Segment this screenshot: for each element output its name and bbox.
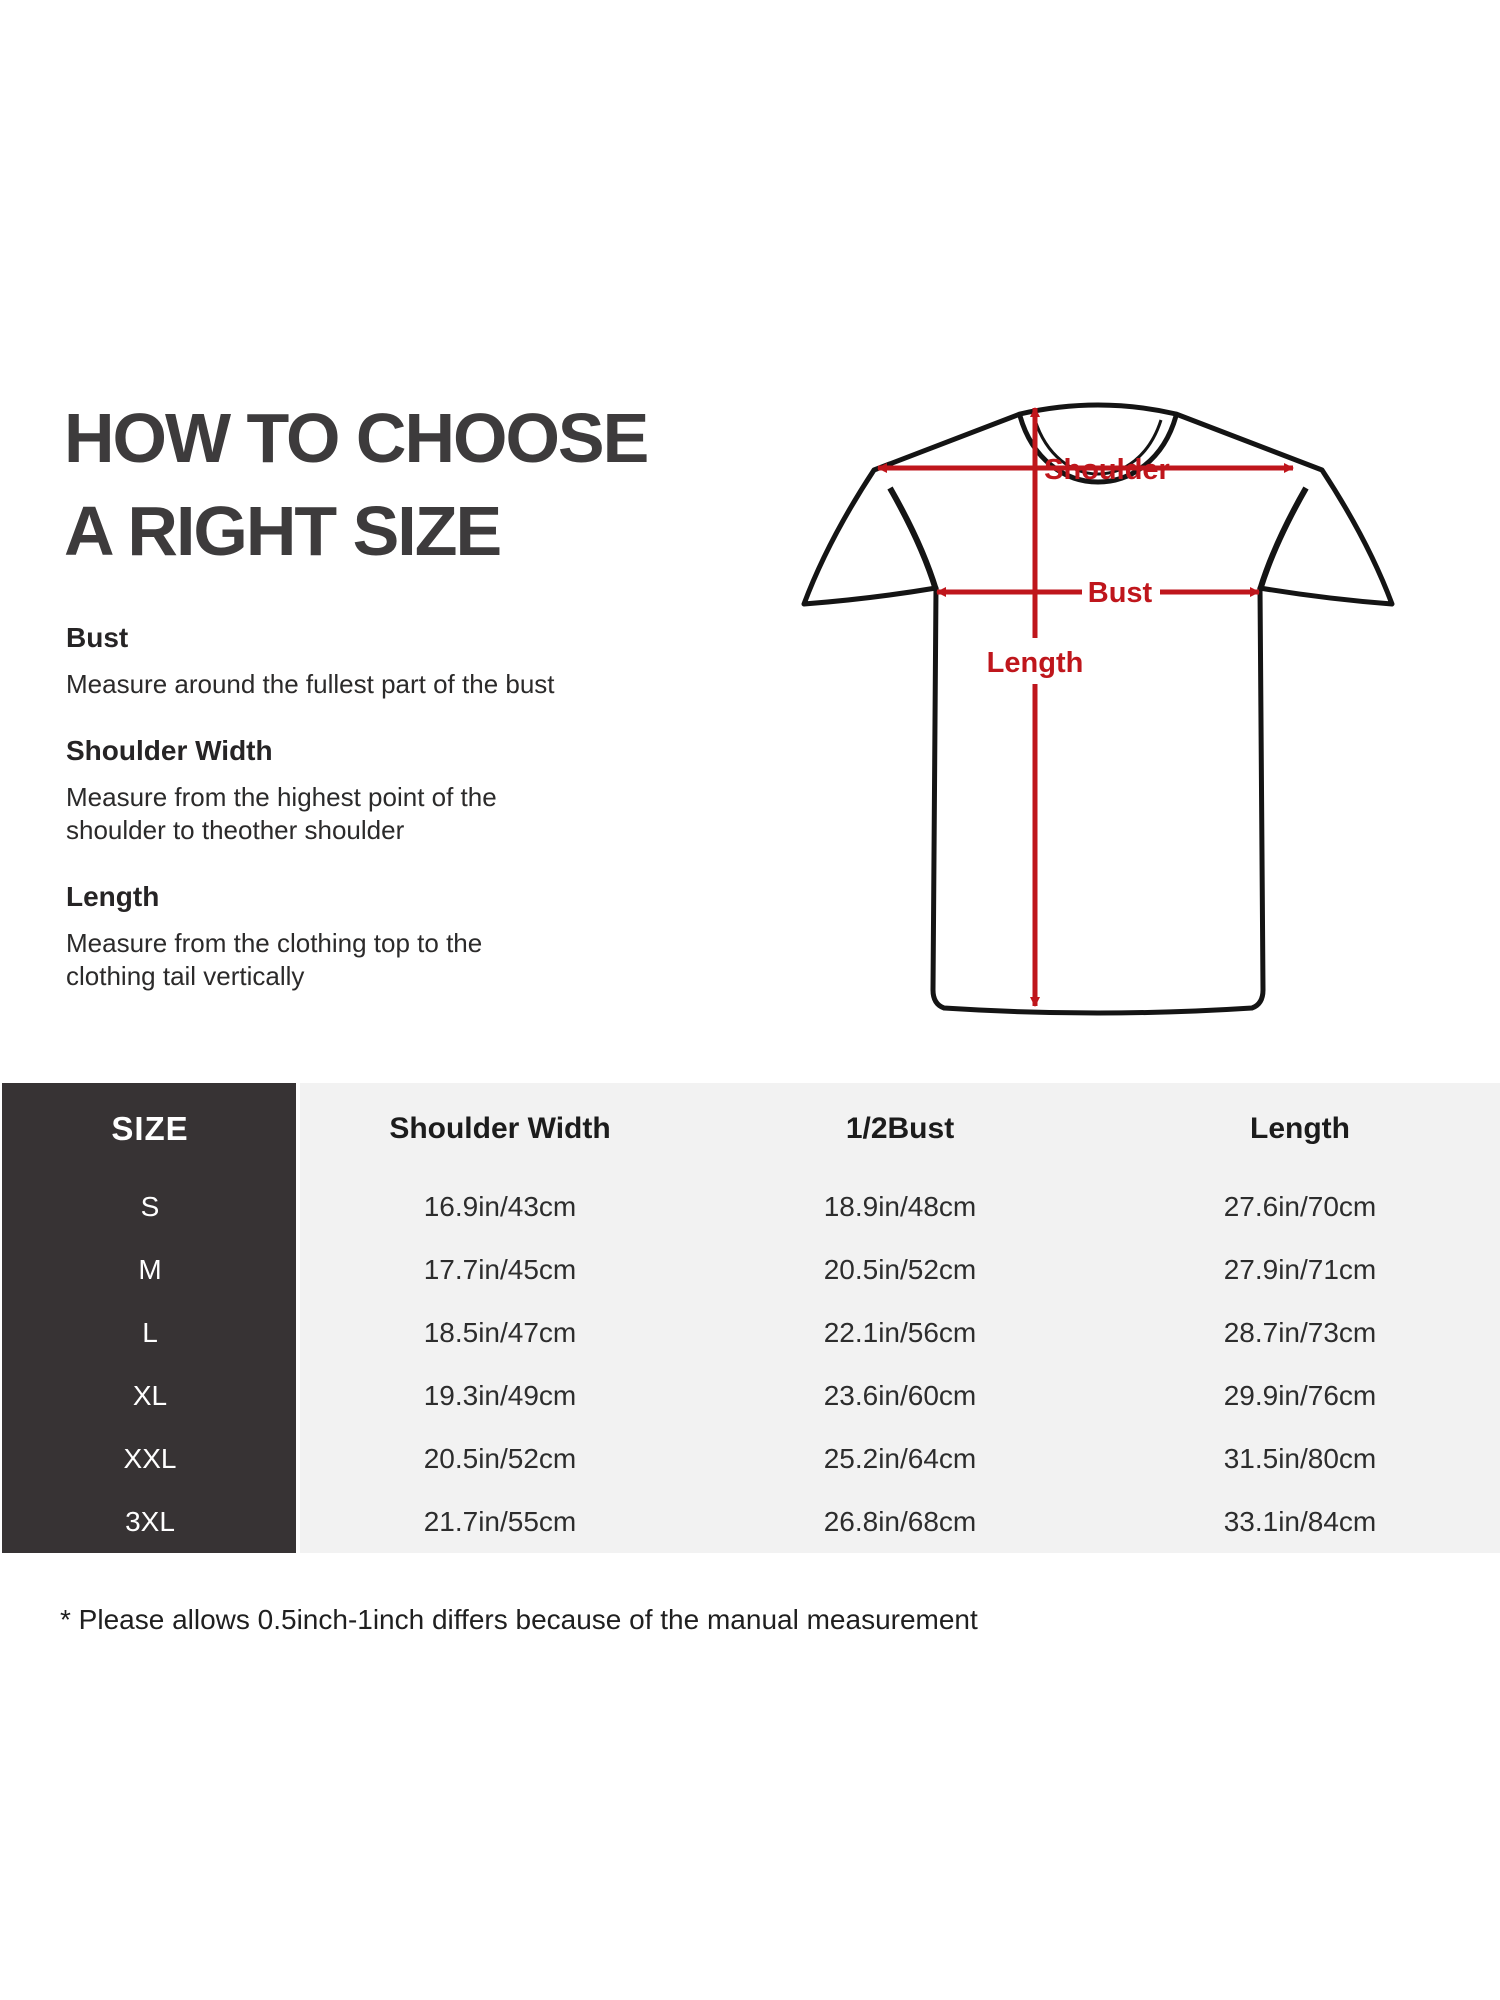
shoulder-arrow-label: Shoulder (1044, 454, 1170, 486)
column-header-half-bust: 1/2Bust (845, 1112, 955, 1145)
row-s-shoulder-width: 16.9in/43cm (423, 1190, 577, 1222)
bust-arrow-label: Bust (1087, 577, 1153, 609)
row-m-length: 27.9in/71cm (1223, 1253, 1377, 1285)
page-title-line2: A RIGHT SIZE (64, 492, 501, 570)
guide-length (66, 881, 626, 993)
tshirt-measurement-diagram (790, 392, 1430, 1037)
tshirt-diagram-svg (790, 392, 1430, 1037)
guide-bust-text: Measure around the fullest part of the bust (66, 669, 555, 699)
row-m-size: M (138, 1253, 162, 1285)
guide-length-text-line1: Measure from the clothing top to the (66, 928, 483, 958)
column-header-shoulder-width: Shoulder Width (389, 1112, 611, 1145)
guide-shoulder-text-line1: Measure from the highest point of the (66, 782, 497, 812)
row-xl-shoulder-width: 19.3in/49cm (423, 1379, 577, 1411)
page-title-line1: HOW TO CHOOSE (64, 399, 648, 477)
measurement-disclaimer: * Please allows 0.5inch-1inch differs because of the manual measurement (60, 1604, 978, 1635)
row-3xl-shoulder-width: 21.7in/55cm (423, 1505, 577, 1537)
row-3xl-half-bust: 26.8in/68cm (823, 1505, 977, 1537)
row-xxl-half-bust: 25.2in/64cm (823, 1442, 977, 1474)
column-header-size: SIZE (111, 1110, 189, 1147)
row-xxl-length: 31.5in/80cm (1223, 1442, 1377, 1474)
size-table (0, 1083, 1500, 1553)
guide-length-text-line2: clothing tail vertically (66, 961, 305, 991)
guide-bust (66, 622, 626, 701)
row-l-half-bust: 22.1in/56cm (823, 1316, 977, 1348)
row-s-length: 27.6in/70cm (1223, 1190, 1377, 1222)
guide-bust-heading: Bust (66, 622, 129, 653)
row-m-shoulder-width: 17.7in/45cm (423, 1253, 577, 1285)
row-s-size: S (140, 1190, 160, 1222)
row-xxl-size: XXL (123, 1442, 177, 1474)
row-m-half-bust: 20.5in/52cm (823, 1253, 977, 1285)
guide-shoulder-heading: Shoulder Width (66, 735, 273, 766)
row-s-half-bust: 18.9in/48cm (823, 1190, 977, 1222)
row-3xl-length: 33.1in/84cm (1223, 1505, 1377, 1537)
row-xl-half-bust: 23.6in/60cm (823, 1379, 977, 1411)
row-3xl-size: 3XL (125, 1505, 175, 1537)
page-title (64, 392, 647, 578)
row-xxl-shoulder-width: 20.5in/52cm (423, 1442, 577, 1474)
guide-length-heading: Length (66, 881, 160, 912)
measure-guide (66, 622, 626, 1027)
column-header-length: Length (1250, 1112, 1350, 1145)
row-l-length: 28.7in/73cm (1223, 1316, 1377, 1348)
guide-shoulder-width (66, 735, 626, 847)
row-l-shoulder-width: 18.5in/47cm (423, 1316, 577, 1348)
guide-shoulder-text-line2: shoulder to theother shoulder (66, 815, 405, 845)
row-xl-length: 29.9in/76cm (1223, 1379, 1377, 1411)
length-arrow-label: Length (986, 647, 1084, 679)
row-xl-size: XL (132, 1379, 168, 1411)
row-l-size: L (142, 1316, 158, 1348)
